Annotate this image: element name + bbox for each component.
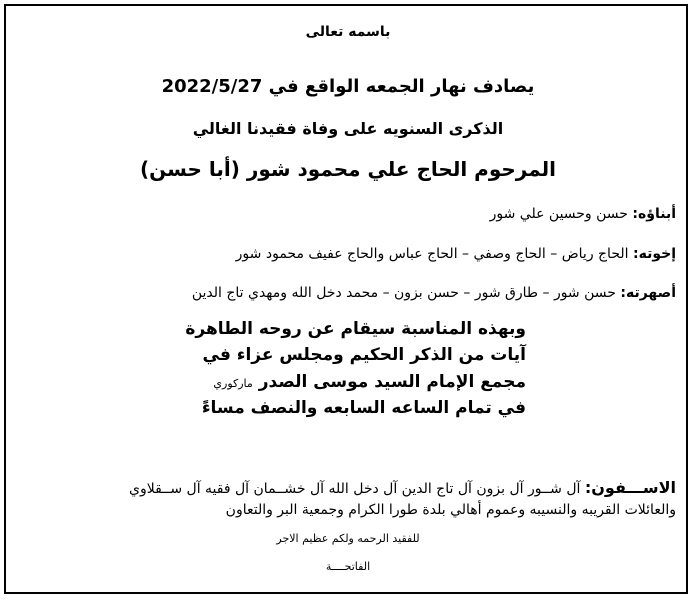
announcement-line-3 [213,372,526,392]
inlaws-row [192,285,676,301]
sons-row [490,206,676,222]
fatiha-line: الفاتحــــة [325,560,371,573]
announcement-line-1: وبهذه المناسبة سيقام عن روحه الطاهرة [185,319,526,339]
condolence-line: للفقيد الرحمه ولكم عظيم الاجر [276,532,420,545]
sons-label: أبناؤه: [632,206,676,222]
brothers-value: الحاج رياض – الحاج وصفي – الحاج عباس والحاج عفيف محمود شور [235,246,629,262]
mourners-row [129,478,676,497]
anniversary-line: الذكرى السنويه على وفاة فقيدنا الغالي [192,119,504,138]
invocation: باسمه تعالى [305,24,391,40]
mourners-value: آل شــور آل بزون آل تاج الدين آل دخل الله آل خشــمان آل فقيه آل ســقلاوي [129,481,581,497]
mourners-row-2: والعائلات القريبه والنسيبه وعموم أهالي بلدة طورا الكرام وجمعية البر والتعاون [225,502,676,518]
date-line: يصادف نهار الجمعه الواقع في 2022/5/27 [161,76,535,97]
sons-value: حسن وحسين علي شور [489,206,628,222]
announcement-line-2: آيات من الذكر الحكيم ومجلس عزاء في [202,345,526,365]
brothers-row [236,246,676,262]
deceased-name: المرحوم الحاج علي محمود شور (أبا حسن) [139,157,556,181]
venue-name: مجمع الإمام السيد موسى الصدر [258,372,526,392]
inlaws-label: أصهرته: [620,285,676,301]
announcement-line-4: في تمام الساعه السابعه والنصف مساءً [201,398,526,418]
venue-area: ماركوري [213,377,253,390]
mourners-label: الاســـفون: [584,478,676,497]
brothers-label: إخوته: [632,246,676,262]
inlaws-value: حسن شور – طارق شور – حسن بزون – محمد دخل الله ومهدي تاج الدين [191,285,616,301]
